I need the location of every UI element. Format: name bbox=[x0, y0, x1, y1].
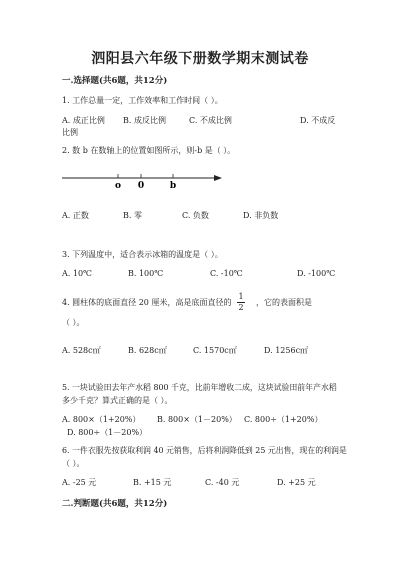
question-4-text-line2: （ ）。 bbox=[62, 318, 85, 327]
question-2-option-d: D. 非负数 bbox=[243, 211, 279, 220]
label-b: b bbox=[169, 181, 177, 191]
question-5-option-a: A. 800×（1+20%） bbox=[62, 415, 141, 424]
question-5-option-b: B. 800×（1－20%） bbox=[157, 415, 237, 424]
question-6-option-a: A. -25 元 bbox=[62, 478, 97, 487]
question-3-text: 3. 下列温度中，适合表示冰箱的温度是（ ）。 bbox=[62, 250, 223, 259]
question-4-option-c: C. 1570c㎡ bbox=[193, 346, 237, 355]
question-4-option-b: B. 628c㎡ bbox=[128, 346, 167, 355]
fraction-one-half bbox=[236, 292, 246, 313]
section-heading-judge: 二.判断题(共6题，共12分) bbox=[62, 499, 168, 509]
question-2-option-a: A. 正数 bbox=[62, 211, 89, 220]
question-5-text-line2: 多少千克？算式正确的是（ ）。 bbox=[62, 396, 173, 405]
question-4-text: 4. 圆柱体的底面直径 20 厘米，高是底面直径的 bbox=[62, 298, 232, 307]
label-o: o bbox=[114, 181, 122, 191]
question-5-option-c: C. 800÷（1+20%） bbox=[244, 415, 323, 424]
question-3-option-d: D. -100℃ bbox=[297, 269, 336, 278]
number-line-arrow bbox=[214, 175, 222, 181]
label-zero: 0 bbox=[137, 181, 145, 191]
question-4-text-tail: ，它的表面积是 bbox=[256, 298, 312, 307]
question-2-text: 2. 数 b 在数轴上的位置如图所示，则-b 是（ ）。 bbox=[62, 146, 236, 155]
question-6-option-d: D. +25 元 bbox=[277, 478, 316, 487]
question-2-option-c: C. 负数 bbox=[182, 211, 209, 220]
question-6-option-c: C. -40 元 bbox=[205, 478, 240, 487]
section-heading-choice: 一.选择题(共6题，共12分) bbox=[62, 76, 168, 86]
question-3-option-c: C. -10℃ bbox=[210, 269, 243, 278]
question-1-text: 1. 工作总量一定，工作效率和工作时间（ ）。 bbox=[62, 96, 223, 105]
question-1-option-b: B. 成反比例 bbox=[123, 116, 166, 125]
question-6-text-line2: （ ）。 bbox=[62, 459, 85, 468]
question-1-option-c: C. 不成比例 bbox=[189, 116, 232, 125]
question-5-text: 5. 一块试验田去年产水稻 800 千克，比前年增收二成，这块试验田前年产水稻 bbox=[62, 383, 337, 392]
question-5-option-d: D. 800÷（1－20%） bbox=[67, 428, 148, 437]
question-1-option-d-wrap: 比例 bbox=[62, 128, 78, 137]
number-line-figure bbox=[62, 168, 222, 196]
question-6-text: 6. 一件衣服先按获取利润 40 元销售，后将利润降低到 25 元出售，现在的利润是 bbox=[62, 446, 347, 455]
question-1-option-d: D. 不成反 bbox=[300, 116, 336, 125]
fraction-numerator: 1 bbox=[238, 292, 244, 301]
question-1-option-a: A. 成正比例 bbox=[62, 116, 105, 125]
fraction-denominator: 2 bbox=[238, 303, 244, 312]
question-3-option-a: A. 10℃ bbox=[62, 269, 92, 278]
question-6-option-b: B. +15 元 bbox=[133, 478, 172, 487]
page-title: 泗阳县六年级下册数学期末测试卷 bbox=[91, 51, 309, 67]
question-4-option-d: D. 1256c㎡ bbox=[264, 346, 309, 355]
question-2-option-b: B. 零 bbox=[123, 211, 142, 220]
question-4-option-a: A. 528c㎡ bbox=[62, 346, 101, 355]
question-3-option-b: B. 100℃ bbox=[128, 269, 164, 278]
